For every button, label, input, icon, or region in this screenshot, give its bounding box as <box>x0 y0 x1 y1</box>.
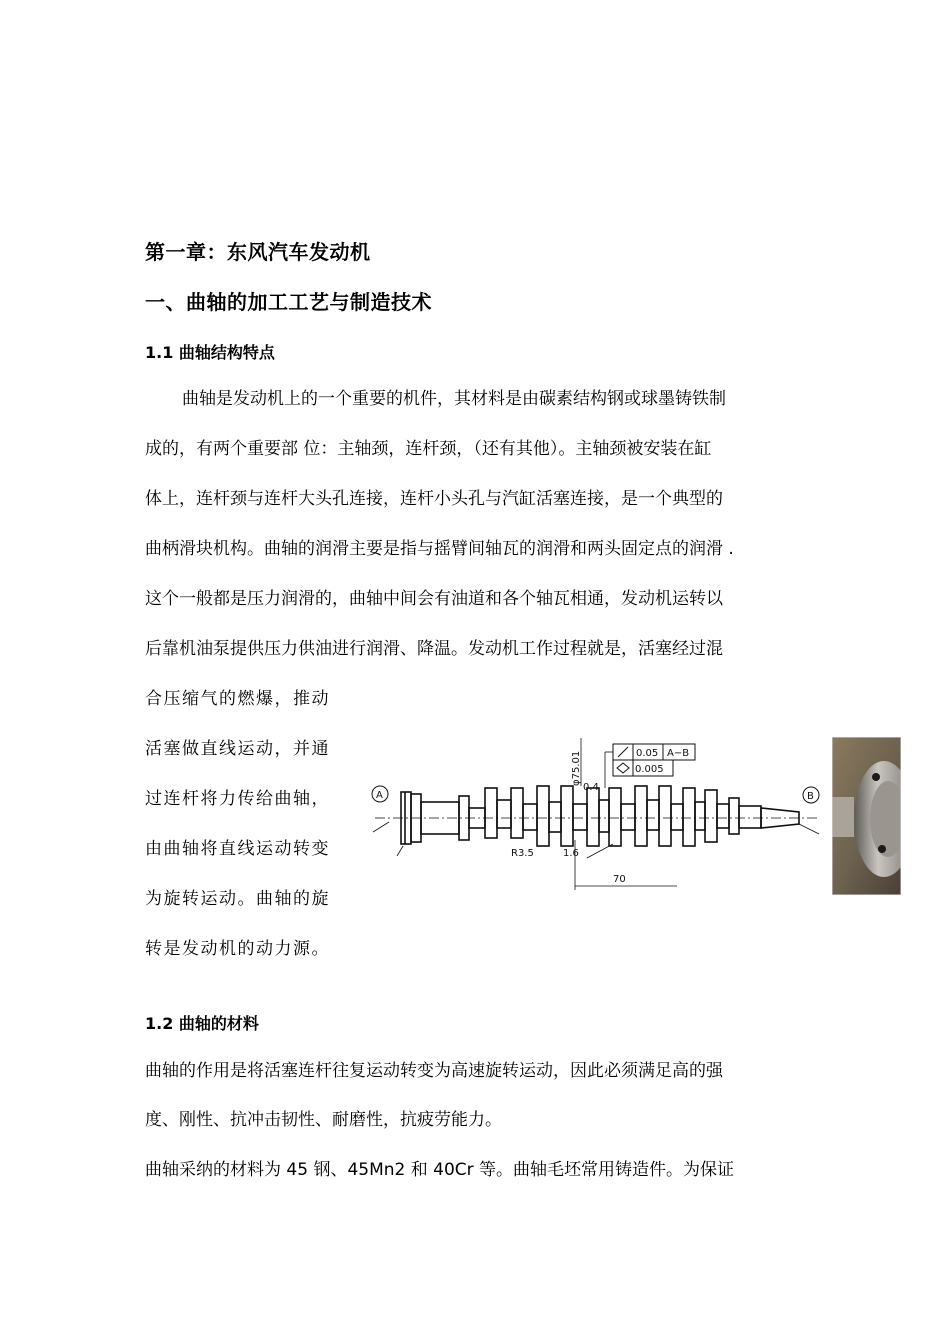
paragraph-line: 活塞做直线运动，并通 <box>145 739 330 759</box>
heading-1-1: 1.1 曲轴结构特点 <box>145 343 275 362</box>
paragraph-line: 曲柄滑块机构。曲轴的润滑主要是指与摇臂间轴瓦的润滑和两头固定点的润滑 . <box>145 539 734 559</box>
paragraph-line: 转是发动机的动力源。 <box>145 939 330 959</box>
tolerance-value: 0.005 <box>635 764 664 775</box>
paragraph-line: 度、刚性、抗冲击韧性、耐磨性，抗疲劳能力。 <box>145 1110 502 1130</box>
small-dimension: 0.4 <box>583 782 599 793</box>
paragraph-line: 曲轴的作用是将活塞连杆往复运动转变为高速旋转运动，因此必须满足高的强 <box>145 1061 723 1081</box>
paragraph-line: 为旋转运动。曲轴的旋 <box>145 889 330 909</box>
paragraph-line: 体上，连杆颈与连杆大头孔连接，连杆小头孔与汽缸活塞连接，是一个典型的 <box>145 489 723 509</box>
paragraph-line: 曲轴采纳的材料为 45 钢、45Mn2 和 40Cr 等。曲轴毛坯常用铸造件。为保证 <box>145 1160 735 1180</box>
chapter-title: 第一章：东风汽车发动机 <box>145 240 371 264</box>
angle-dimension: 1.6 <box>563 848 579 859</box>
tolerance-reference: A−B <box>667 748 690 759</box>
diameter-dimension: φ75.01 <box>571 750 582 786</box>
crankshaft-photo <box>832 737 901 895</box>
tolerance-value: 0.05 <box>636 748 659 759</box>
paragraph-line: 过连杆将力传给曲轴， <box>145 789 330 809</box>
paragraph-line: 这个一般都是压力润滑的，曲轴中间会有油道和各个轴瓦相通，发动机运转以 <box>145 589 723 609</box>
paragraph-line: 由曲轴将直线运动转变 <box>145 839 330 859</box>
datum-label: B <box>807 791 814 802</box>
length-dimension: 70 <box>613 874 626 885</box>
paragraph-line: 合压缩气的燃爆，推动 <box>145 689 330 709</box>
section-title: 一、曲轴的加工工艺与制造技术 <box>145 290 432 314</box>
radius-dimension: R3.5 <box>511 848 534 859</box>
heading-1-2: 1.2 曲轴的材料 <box>145 1014 259 1033</box>
paragraph-line: 曲轴是发动机上的一个重要的机件，其材料是由碳素结构钢或球墨铸铁制 <box>182 389 726 409</box>
paragraph-line: 后靠机油泵提供压力供油进行润滑、降温。发动机工作过程就是，活塞经过混 <box>145 639 723 659</box>
crankshaft-drawing <box>367 728 827 898</box>
datum-label: A <box>376 790 383 801</box>
paragraph-line: 成的，有两个重要部 位：主轴颈，连杆颈，（还有其他）。主轴颈被安装在缸 <box>145 439 712 459</box>
